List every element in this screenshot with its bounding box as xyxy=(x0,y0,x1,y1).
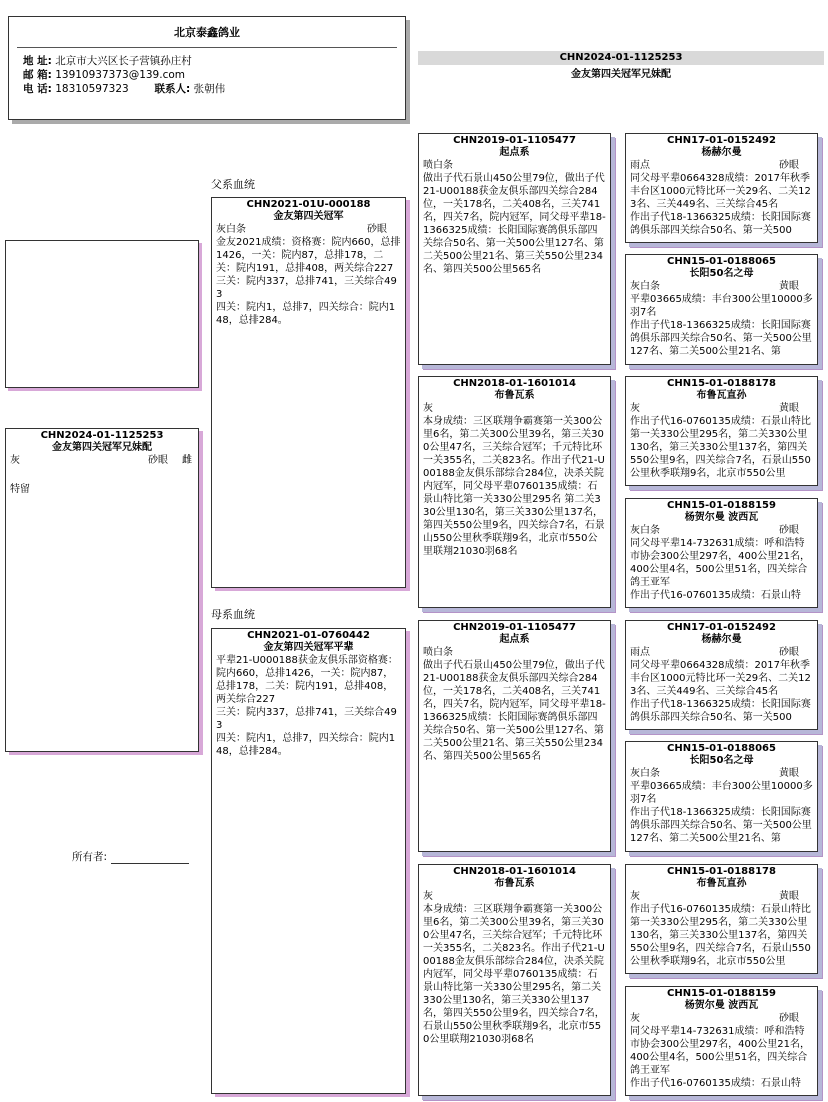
farm-name: 北京泰鑫鸽业 xyxy=(174,26,240,39)
gen4-ring: CHN17-01-0152492 xyxy=(667,622,776,633)
gen3-color: 喷白条 xyxy=(423,160,453,171)
gen4-record: 同父母平辈0664328成绩：2017年秋季丰台区1000元特比环一关29名、二关123名、三关449名、三关综合45名 作出子代18-1366325成绩：长阳国际赛鸽俱乐部四关综合50名、第一关500 xyxy=(630,173,811,236)
gen4-attributes xyxy=(626,646,817,659)
gen3-attributes xyxy=(419,159,610,172)
gen4-eye: 砂眼 xyxy=(779,647,799,658)
gen3-attributes xyxy=(419,890,610,903)
gen4-attributes xyxy=(626,1012,817,1025)
contact-value: 张朝伟 xyxy=(193,83,226,95)
gen4-record: 作出子代16-0760135成绩：石景山特比第一关330公里295名，第二关330公里130名，第三关330公里137名，第四关550公里9名，四关综合7名，石景山550公里秋季联翔9名，北京市550公里 xyxy=(630,904,811,967)
gen4-card-5 xyxy=(625,741,818,852)
sire-color: 灰白条 xyxy=(216,224,246,235)
contact-label: 联系人: xyxy=(154,83,191,95)
gen3-record: 做出子代石景山450公里79位，做出子代21-U00188获金友俱乐部四关综合284位，一关178名，二关408名，三关741名，四关7名，院内冠军，同父母平辈18-1366325成绩：长阳国际赛鸽俱乐部四关综合50名、第一关500公里127名、第二关500公里21名、第三关550公里234名、第四关500公里565名 xyxy=(423,660,606,762)
address-row xyxy=(23,54,391,68)
gen4-ring: CHN15-01-0188065 xyxy=(667,743,776,754)
gen4-eye: 砂眼 xyxy=(779,160,799,171)
gen3-card-0 xyxy=(418,133,611,365)
gen4-card-6 xyxy=(625,864,818,974)
subject-card xyxy=(5,428,199,752)
gen4-name: 布鲁瓦直孙 xyxy=(696,878,747,889)
gen4-ring: CHN15-01-0188065 xyxy=(667,256,776,267)
gen4-record: 同父母平辈14-732631成绩：呼和浩特市协会300公里297名，400公里21名，400公里4名，500公里51名，四关综合鸽王亚军 作出子代16-0760135成绩：石景山特 xyxy=(630,1026,810,1089)
gen4-card-7 xyxy=(625,986,818,1096)
email-value: 13910937373@139.com xyxy=(55,69,185,81)
gen4-ring: CHN15-01-0188178 xyxy=(667,378,776,389)
sire-attributes xyxy=(212,223,405,236)
gen4-eye: 砂眼 xyxy=(779,525,799,536)
phone-value: 18310597323 xyxy=(55,83,129,95)
gen3-ring: CHN2019-01-1105477 xyxy=(453,135,576,146)
gen3-name: 布鲁瓦系 xyxy=(494,390,535,401)
gen4-eye: 黄眼 xyxy=(779,281,799,292)
gen3-card-3 xyxy=(418,864,611,1096)
gen4-attributes xyxy=(626,159,817,172)
gen3-attributes xyxy=(419,402,610,415)
owner-field xyxy=(72,851,189,864)
gen4-eye: 黄眼 xyxy=(779,768,799,779)
dam-name: 金友第四关冠军平辈 xyxy=(263,642,354,653)
subject-name-banner: 金友第四关冠军兄妹配 xyxy=(571,69,671,80)
gen4-attributes xyxy=(626,767,817,780)
gen4-record: 同父母平辈0664328成绩：2017年秋季丰台区1000元特比环一关29名、二关123名、三关449名、三关综合45名 作出子代18-1366325成绩：长阳国际赛鸽俱乐部四关综合50名、第一关500 xyxy=(630,660,811,723)
sire-ring: CHN2021-01U-000188 xyxy=(246,199,371,210)
gen3-record: 本身成绩：三区联翔争霸赛第一关300公里6名，第二关300公里39名，第三关300公里47名，三关综合冠军；千元特比环一关355名，二关823名。作出子代21-U00188金友俱乐部综合284位，决杀关院内冠军，同父母平辈0760135成绩：石景山特比第一关330公里295名 第二关330公里130名，第三关330公里137名，第四关550公里9名，四关综合7名，石景山550公里秋季联翔9名，北京市550公里联翔21030羽68名 xyxy=(423,416,605,557)
phone-row xyxy=(23,82,391,96)
sire-card xyxy=(211,197,406,588)
sire-name: 金友第四关冠军 xyxy=(273,211,344,222)
subject-attributes xyxy=(6,454,198,467)
owner-signature-line xyxy=(111,854,189,864)
address-label: 地 址: xyxy=(23,55,52,67)
gen4-color: 雨点 xyxy=(630,647,650,658)
gen4-ring: CHN15-01-0188178 xyxy=(667,866,776,877)
gen4-name: 杨贺尔曼 波西瓦 xyxy=(684,1000,759,1011)
gen4-attributes xyxy=(626,890,817,903)
dam-record: 平辈21-U000188获金友俱乐部资格赛：院内660，总排1426，一关：院内87，总排178，二关：院内191，总排408，两关综合227 三关：院内337，总排741，三关综合493 四关：院内1，总排7，四关综合：院内148，总排284。 xyxy=(216,655,398,757)
gen4-color: 灰白条 xyxy=(630,281,660,292)
gen4-eye: 砂眼 xyxy=(779,1013,799,1024)
gen4-color: 灰白条 xyxy=(630,768,660,779)
gen4-record: 平辈03665成绩：丰台300公里10000多羽7名 作出子代18-1366325成绩：长阳国际赛鸽俱乐部四关综合50名、第一关500公里127名、第二关500公里21名、第 xyxy=(630,294,813,357)
dam-card xyxy=(211,628,406,1094)
gen4-color: 灰白条 xyxy=(630,525,660,536)
gen3-ring: CHN2018-01-1601014 xyxy=(453,378,576,389)
subject-ring: CHN2024-01-1125253 xyxy=(40,430,164,441)
gen4-card-0 xyxy=(625,133,818,243)
gen4-color: 灰 xyxy=(630,1013,640,1024)
subject-ring-banner: CHN2024-01-1125253 xyxy=(418,51,824,65)
gen4-ring: CHN17-01-0152492 xyxy=(667,135,776,146)
gen3-card-2 xyxy=(418,620,611,852)
gen4-card-3 xyxy=(625,498,818,608)
gen4-name: 杨赫尔曼 xyxy=(701,634,742,645)
gen3-name: 起点系 xyxy=(499,634,530,645)
gen4-name: 长阳50名之母 xyxy=(689,755,754,766)
subject-color: 灰 xyxy=(10,455,20,466)
gen3-ring: CHN2018-01-1601014 xyxy=(453,866,576,877)
sire-record: 金友2021成绩：资格赛：院内660，总排1426，一关：院内87，总排178，二关：院内191，总排408，两关综合227 三关：院内337，总排741，三关综合493 四关：院内1，总排7，四关综合：院内148，总排284。 xyxy=(216,237,401,326)
gen4-name: 杨贺尔曼 波西瓦 xyxy=(684,512,759,523)
gen4-record: 平辈03665成绩：丰台300公里10000多羽7名 作出子代18-1366325成绩：长阳国际赛鸽俱乐部四关综合50名、第一关500公里127名、第二关500公里21名、第 xyxy=(630,781,813,844)
gen4-eye: 黄眼 xyxy=(779,891,799,902)
gen4-name: 布鲁瓦直孙 xyxy=(696,390,747,401)
gen4-attributes xyxy=(626,280,817,293)
gen4-card-2 xyxy=(625,376,818,486)
subject-eye: 砂眼 xyxy=(148,455,168,466)
farm-info-card xyxy=(8,16,406,120)
gen4-card-4 xyxy=(625,620,818,730)
farm-contact-info xyxy=(9,48,405,102)
dam-lineage-label: 母系血统 xyxy=(211,608,255,621)
sire-lineage-label: 父系血统 xyxy=(211,178,255,191)
gen3-ring: CHN2019-01-1105477 xyxy=(453,622,576,633)
gen4-attributes xyxy=(626,524,817,537)
gen3-name: 起点系 xyxy=(499,147,530,158)
gen3-record: 本身成绩：三区联翔争霸赛第一关300公里6名，第二关300公里39名，第三关300公里47名，三关综合冠军；千元特比环一关355名，二关823名。作出子代21-U00188金友俱乐部综合284位，决杀关院内冠军，同父母平辈0760135成绩：石景山特比第一关330公里295名，第二关330公里130名，第三关330公里137名，第四关550公里9名，四关综合7名，石景山550公里秋季联翔9名，北京市550公里联翔21030羽68名 xyxy=(423,904,605,1045)
gen3-name: 布鲁瓦系 xyxy=(494,878,535,889)
gen3-color: 灰 xyxy=(423,891,433,902)
gen3-attributes xyxy=(419,646,610,659)
gen3-card-1 xyxy=(418,376,611,608)
gen4-ring: CHN15-01-0188159 xyxy=(667,988,776,999)
email-label: 邮 箱: xyxy=(23,69,52,81)
pigeon-photo-frame xyxy=(5,240,199,388)
gen4-card-1 xyxy=(625,254,818,365)
sire-eye: 砂眼 xyxy=(367,224,387,235)
subject-sex: 雌 xyxy=(182,455,192,466)
gen4-ring: CHN15-01-0188159 xyxy=(667,500,776,511)
gen4-record: 同父母平辈14-732631成绩：呼和浩特市协会300公里297名，400公里21名，400公里4名，500公里51名，四关综合鸽王亚军 作出子代16-0760135成绩：石景山特 xyxy=(630,538,810,601)
gen4-eye: 黄眼 xyxy=(779,403,799,414)
subject-name: 金友第四关冠军兄妹配 xyxy=(52,442,152,453)
gen3-color: 喷白条 xyxy=(423,647,453,658)
gen3-record: 做出子代石景山450公里79位，做出子代21-U00188获金友俱乐部四关综合284位，一关178名，二关408名，三关741名，四关7名，院内冠军，同父母平辈18-1366325成绩：长阳国际赛鸽俱乐部四关综合50名、第一关500公里127名、第二关500公里21名、第三关550公里234名、第四关500公里565名 xyxy=(423,173,606,275)
gen4-color: 灰 xyxy=(630,403,640,414)
gen4-record: 作出子代16-0760135成绩：石景山特比第一关330公里295名，第二关330公里130名，第三关330公里137名，第四关550公里9名，四关综合7名，石景山550公里秋季联翔9名，北京市550公里 xyxy=(630,416,811,479)
gen4-color: 雨点 xyxy=(630,160,650,171)
dam-ring: CHN2021-01-0760442 xyxy=(247,630,370,641)
gen4-name: 杨赫尔曼 xyxy=(701,147,742,158)
gen3-color: 灰 xyxy=(423,403,433,414)
gen4-name: 长阳50名之母 xyxy=(689,268,754,279)
gen4-attributes xyxy=(626,402,817,415)
email-row xyxy=(23,68,391,82)
address-value: 北京市大兴区长子营镇孙庄村 xyxy=(55,55,192,67)
gen4-color: 灰 xyxy=(630,891,640,902)
owner-label: 所有者: xyxy=(72,851,108,863)
phone-label: 电 话: xyxy=(23,83,52,95)
subject-note: 特留 xyxy=(10,484,30,495)
